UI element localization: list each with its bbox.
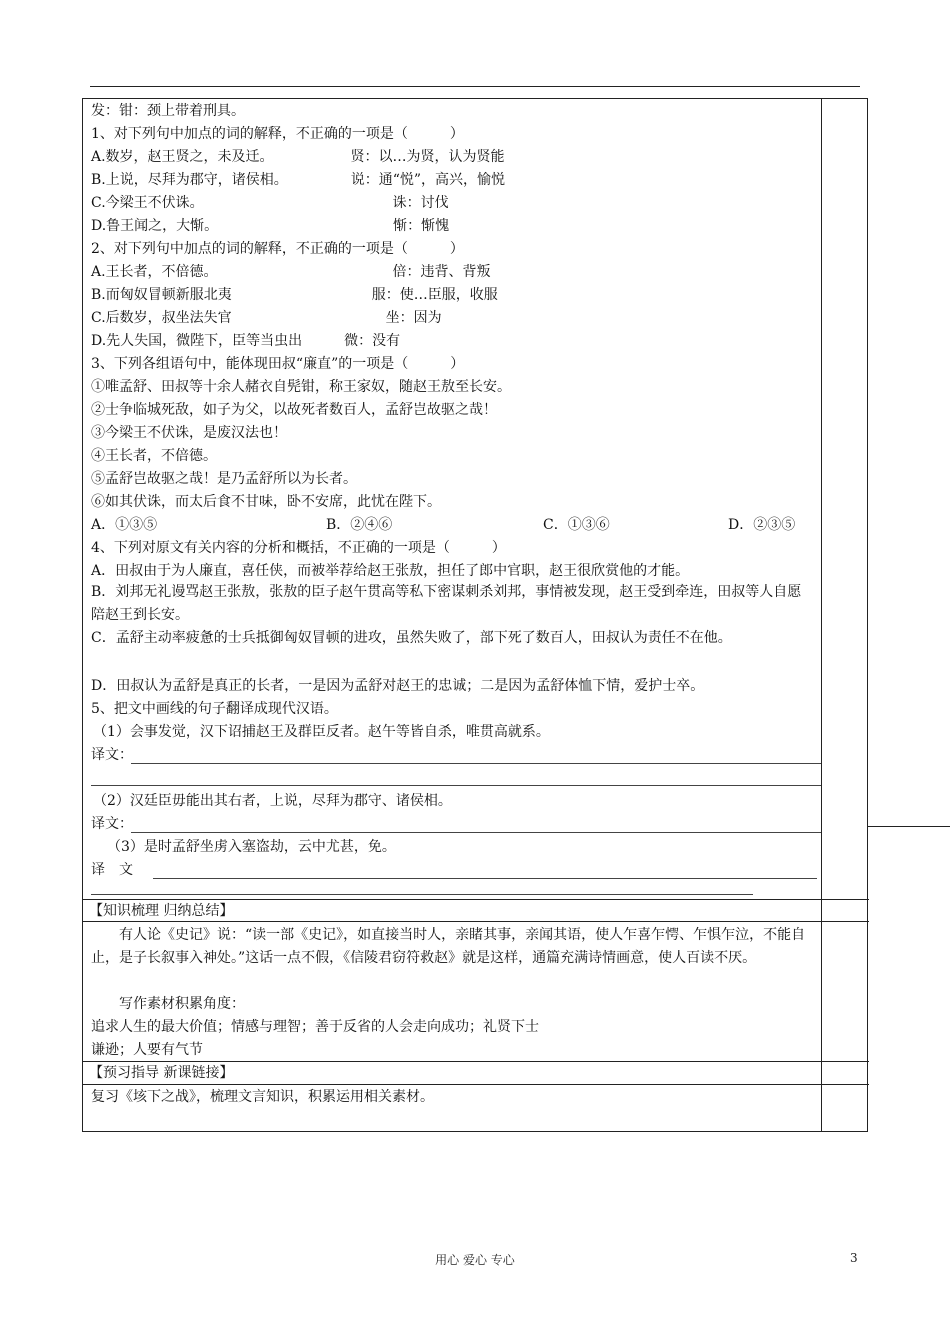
option-line: B.上说，尽拜为郡守，诸侯相。 说：通“悦”，高兴，愉悦 [91, 172, 506, 188]
question-1: 1、对下列句中加点的词的解释，不正确的一项是（ ） [91, 126, 464, 142]
question-2: 2、对下列句中加点的词的解释，不正确的一项是（ ） [91, 241, 464, 257]
text-line: 发：钳：颈上带着刑具。 [91, 103, 245, 119]
row-divider [83, 1061, 869, 1062]
summary-paragraph: 有人论《史记》说：“读一部《史记》，如直接当时人，亲睹其事，亲闻其语，使人乍喜乍愕、乍惧乍泣，不能自止，是子长叙事入神处。”这话一点不假，《信陵君窃符救赵》就是这样，通篇充满诗情画意，使人百读不厌。 [91, 927, 806, 966]
option-line: A.数岁，赵王贤之，未及迁。 贤：以…为贤，认为贤能 [91, 149, 505, 165]
translation-label: 译文： [91, 816, 133, 832]
q4-option-a: A．田叔由于为人廉直，喜任侠，而被举荐给赵王张敖，担任了郎中官职，赵王很欣赏他的才能。 [91, 563, 690, 579]
preview-text: 复习《垓下之战》，梳理文言知识，积累运用相关素材。 [91, 1089, 434, 1105]
translation-label: 译文： [91, 747, 133, 763]
statement-line: ⑥如其伏诛，而太后食不甘味，卧不安席，此忧在陛下。 [91, 494, 441, 510]
header-rule [90, 86, 860, 87]
answer-line [153, 878, 817, 879]
option-line: A.王长者，不倍德。 倍：违背、背叛 [91, 264, 491, 280]
side-stub-line [868, 826, 950, 827]
row-divider [83, 1084, 869, 1085]
option-line: D.先人失国，微陛下，臣等当虫出 微：没有 [91, 333, 401, 349]
q3-option-c: C．①③⑥ [543, 517, 610, 533]
summary-subheading: 写作素材积累角度： [119, 996, 245, 1012]
question-4: 4、下列对原文有关内容的分析和概括，不正确的一项是（ ） [91, 540, 506, 556]
page-footer: 用心 爱心 专心 [435, 1253, 515, 1267]
question-5: 5、把文中画线的句子翻译成现代汉语。 [91, 701, 338, 717]
page-number: 3 [850, 1251, 858, 1265]
statement-line: ②士争临城死敌，如子为父，以故死者数百人，孟舒岂故驱之哉！ [91, 402, 497, 418]
option-line: B.而匈奴冒顿新服北夷 服：使…臣服，收服 [91, 287, 498, 303]
question-3: 3、下列各组语句中，能体现田叔“廉直”的一项是（ ） [91, 356, 465, 372]
row-divider [83, 921, 869, 922]
q4-option-d: D．田叔认为孟舒是真正的长者，一是因为孟舒对赵王的忠诚；二是因为孟舒体恤下情，爱护士卒。 [91, 678, 705, 694]
q5-sentence-1: （1）会事发觉，汉下诏捕赵王及群臣反者。赵午等皆自杀，唯贯高就系。 [93, 724, 550, 740]
q4-option-b: B．刘邦无礼谩骂赵王张敖，张敖的臣子赵午贯高等私下密谋刺杀刘邦，事情被发现，赵王受到牵连，田叔等人自愿陪赵王到长安。 [91, 584, 802, 623]
answer-line [131, 763, 821, 764]
summary-list: 谦逊；人要有气节 [91, 1042, 203, 1058]
answer-line [131, 832, 821, 833]
statement-line: ④王长者，不倍德。 [91, 448, 217, 464]
option-line: D.鲁王闻之，大惭。 惭：惭愧 [91, 218, 450, 234]
statement-line: ③今梁王不伏诛，是废汉法也！ [91, 425, 287, 441]
answer-line [91, 894, 753, 895]
option-line: C.后数岁，叔坐法失官 坐：因为 [91, 310, 442, 326]
section-title-summary: 【知识梳理 归纳总结】 [89, 903, 234, 919]
column-divider [821, 99, 822, 1131]
section-title-preview: 【预习指导 新课链接】 [89, 1065, 234, 1081]
q3-option-a: A．①③⑤ [91, 517, 158, 533]
statement-line: ①唯孟舒、田叔等十余人赭衣自髡钳，称王家奴，随赵王敖至长安。 [91, 379, 511, 395]
q3-option-d: D．②③⑤ [728, 517, 796, 533]
answer-line [91, 785, 821, 786]
row-divider [83, 899, 869, 900]
q3-option-b: B．②④⑥ [326, 517, 393, 533]
option-line: C.今梁王不伏诛。 诛：讨伐 [91, 195, 449, 211]
summary-list: 追求人生的最大价值；情感与理智；善于反省的人会走向成功；礼贤下士 [91, 1019, 539, 1035]
q5-sentence-2: （2）汉廷臣毋能出其右者，上说，尽拜为郡守、诸侯相。 [93, 793, 452, 809]
worksheet-table [82, 98, 868, 1132]
q4-option-c: C．孟舒主动率疲惫的士兵抵御匈奴冒顿的进攻，虽然失败了，部下死了数百人，田叔认为责任不在他。 [91, 630, 732, 646]
q5-sentence-3: （3）是时孟舒坐虏入塞盗劫，云中尤甚，免。 [107, 839, 396, 855]
statement-line: ⑤孟舒岂故驱之哉！是乃孟舒所以为长者。 [91, 471, 357, 487]
translation-label: 译 文 [91, 862, 133, 878]
